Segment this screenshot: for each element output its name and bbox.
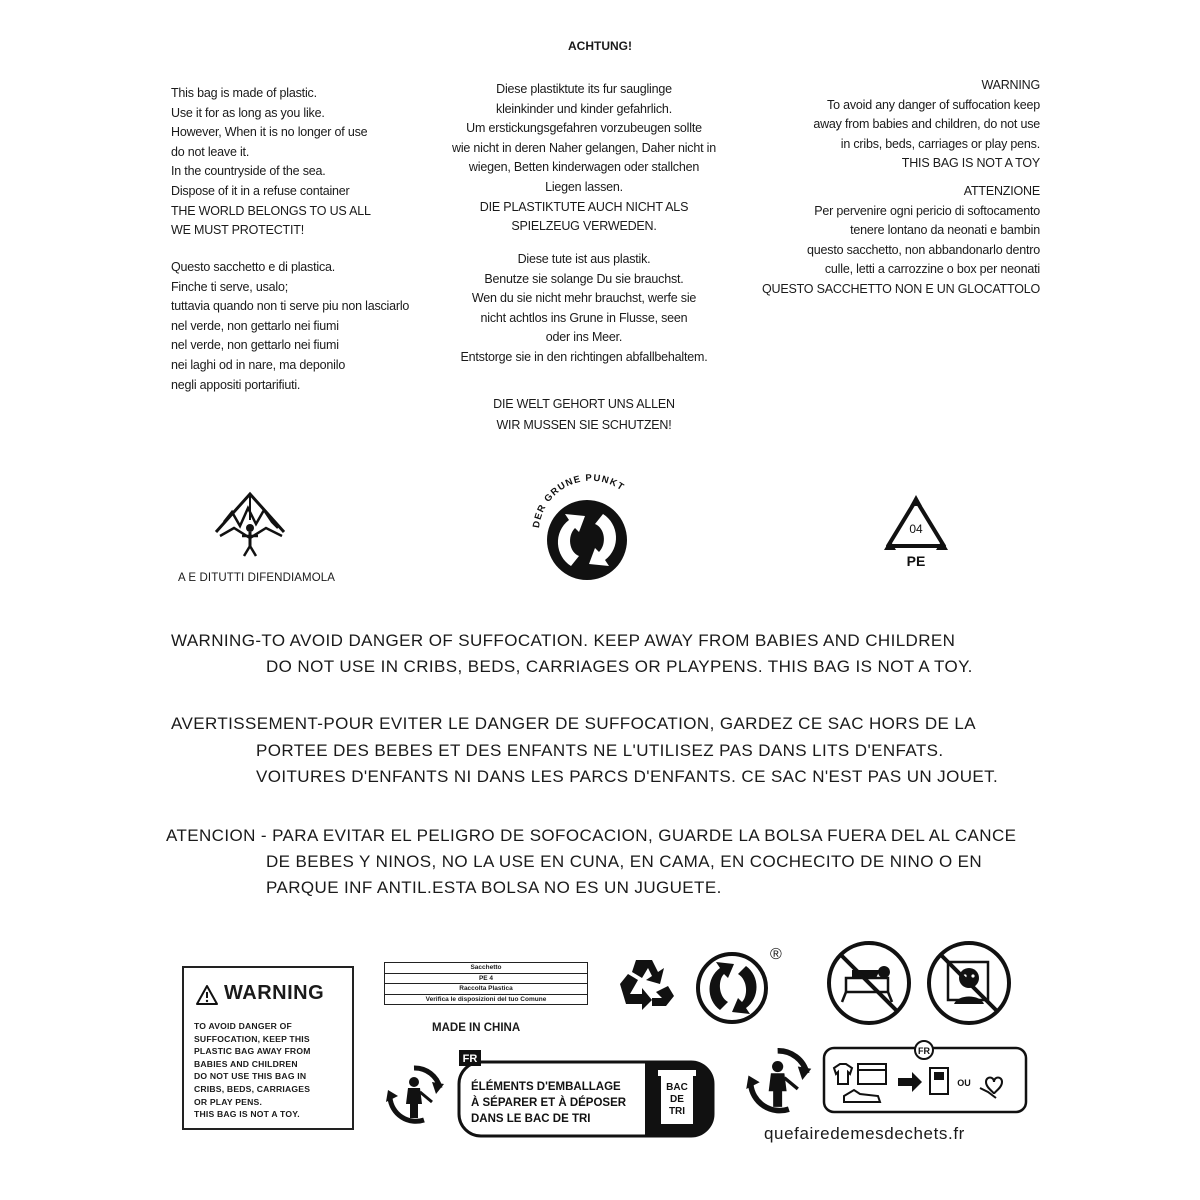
- warning-box-title: WARNING: [224, 982, 325, 1004]
- warning-french-line-1: AVERTISSEMENT-POUR EVITER LE DANGER DE SUFFOCATION, GARDEZ CE SAC HORS DE LA: [171, 714, 976, 733]
- text-line: THE WORLD BELONGS TO US ALL: [171, 203, 371, 218]
- text-line: Um erstickungsgefahren vorzubeugen sollte: [466, 121, 702, 136]
- warning-spanish-line-1: ATENCION - PARA EVITAR EL PELIGRO DE SOFOCACION, GUARDE LA BOLSA FUERA DEL AL CANCE: [166, 826, 1017, 845]
- warning-english-line-1: WARNING-TO AVOID DANGER OF SUFFOCATION. KEEP AWAY FROM BABIES AND CHILDREN: [171, 631, 956, 650]
- text-line: away from babies and children, do not use: [813, 117, 1040, 132]
- tree-icon: [210, 490, 290, 560]
- warning-english-line-2: DO NOT USE IN CRIBS, BEDS, CARRIAGES OR PLAYPENS. THIS BAG IS NOT A TOY.: [266, 657, 973, 676]
- triman-country: FR: [462, 1053, 478, 1065]
- text-line: in cribs, beds, carriages or play pens.: [840, 136, 1040, 151]
- text-line: Diese plastiktute its fur sauglinge: [496, 82, 672, 96]
- warning-french-line-2: PORTEE DES BEBES ET DES ENFANTS NE L'UTILISEZ PAS DANS LITS D'ENFATS.: [256, 741, 944, 760]
- text-line: To avoid any danger of suffocation keep: [827, 97, 1040, 112]
- text-line: PLASTIC BAG AWAY FROM: [194, 1046, 311, 1057]
- text-line: Liegen lassen.: [545, 179, 623, 194]
- text-line: DIE PLASTIKTUTE AUCH NICHT ALS: [479, 199, 689, 214]
- bin-label-line: TRI: [668, 1106, 686, 1117]
- warning-box: [182, 966, 354, 1130]
- recycle-arrows-icon: [612, 954, 678, 1014]
- text-line: Finche ti serve, usalo;: [171, 279, 288, 294]
- recycle-material: PE: [906, 553, 926, 569]
- recycle-pe-icon: [880, 494, 952, 570]
- text-line: WIR MUSSEN SIE SCHUTZEN!: [496, 418, 672, 432]
- table-row: Sacchetto: [385, 963, 587, 974]
- text-line: Benutze sie solange Du sie brauchst.: [484, 271, 684, 286]
- text-line: QUESTO SACCHETTO NON E UN GLOCATTOLO: [761, 281, 1040, 296]
- info-tri-ou: OU: [957, 1078, 971, 1088]
- warning-spanish-line-2: DE BEBES Y NINOS, NO LA USE EN CUNA, EN CAMA, EN COCHECITO DE NINO O EN: [266, 852, 983, 871]
- text-line: nel verde, non gettarlo nei fiumi: [171, 318, 339, 333]
- warning-triangle-icon: [196, 985, 218, 1005]
- triman-text-line: DANS LE BAC DE TRI: [471, 1113, 591, 1125]
- warning-box-body: [194, 1020, 311, 1121]
- text-line: However, When it is no longer of use: [171, 125, 368, 140]
- left-column-italian: [171, 258, 409, 395]
- text-line: BABIES AND CHILDREN: [194, 1058, 298, 1069]
- text-line: Dispose of it in a refuse container: [171, 183, 350, 198]
- warning-spanish-line-3: PARQUE INF ANTIL.ESTA BOLSA NO ES UN JUGUETE.: [266, 878, 722, 897]
- center-column-german-world: [434, 394, 734, 436]
- right-column-italian: [740, 182, 1040, 300]
- text-line: tenere lontano da neonati e bambin: [850, 223, 1040, 238]
- material-table: [384, 962, 588, 1005]
- text-line: nel verde, non gettarlo nei fiumi: [171, 338, 339, 353]
- bin-label-line: BAC: [666, 1082, 688, 1093]
- text-line: Diese tute ist aus plastik.: [517, 252, 651, 266]
- text-line: culle, letti a carrozzine o box per neonati: [824, 262, 1040, 277]
- info-tri-country: FR: [918, 1046, 930, 1056]
- text-line: wie nicht in deren Naher gelangen, Daher nicht in: [452, 140, 716, 155]
- table-row: Raccolta Plastica: [385, 984, 587, 995]
- green-dot-caption: DER GRUNE PUNKT: [530, 472, 627, 529]
- triman-icon: [384, 1064, 450, 1124]
- text-line: negli appositi portarifiuti.: [171, 377, 301, 392]
- text-line: ATTENZIONE: [963, 184, 1040, 198]
- text-line: TO AVOID DANGER OF: [194, 1021, 292, 1031]
- triman-block: [455, 1048, 717, 1140]
- triman-text-line: À SÉPARER ET À DÉPOSER: [471, 1097, 627, 1109]
- table-row: Verifica le disposizioni del tuo Comune: [425, 995, 547, 1003]
- text-line: THIS BAG IS NOT A TOY.: [194, 1109, 300, 1120]
- text-line: DIE WELT GEHORT UNS ALLEN: [493, 397, 675, 411]
- made-in-label: MADE IN CHINA: [432, 1022, 521, 1034]
- text-line: WE MUST PROTECTIT!: [171, 223, 304, 238]
- text-line: In the countryside of the sea.: [171, 164, 326, 179]
- center-column-german-plastic: [434, 250, 734, 368]
- text-line: Questo sacchetto e di plastica.: [171, 260, 336, 274]
- green-dot-icon: [525, 472, 655, 590]
- no-suffocation-icon: [926, 940, 1012, 1026]
- left-column-english: [171, 84, 371, 241]
- registered-mark: ®: [770, 946, 782, 963]
- right-column-english: [740, 76, 1040, 174]
- website-link[interactable]: quefairedemesdechets.fr: [764, 1124, 965, 1143]
- center-column-german-warning: [434, 80, 734, 237]
- text-line: DO NOT USE THIS BAG IN: [194, 1071, 307, 1082]
- text-line: tuttavia quando non ti serve piu non lasciarlo: [171, 299, 410, 314]
- text-line: This bag is made of plastic.: [171, 86, 317, 100]
- text-line: Entstorge sie in den richtingen abfallbehaltem.: [460, 349, 708, 364]
- bin-label-line: DE: [670, 1094, 684, 1105]
- text-line: SPIELZEUG VERWEDEN.: [511, 219, 657, 234]
- warning-french-line-3: VOITURES D'ENFANTS NI DANS LES PARCS D'ENFANTS. CE SAC N'EST PAS UN JOUET.: [256, 767, 999, 786]
- top-heading: ACHTUNG!: [568, 39, 632, 53]
- text-line: CRIBS, BEDS, CARRIAGES: [194, 1083, 311, 1094]
- text-line: oder ins Meer.: [545, 330, 623, 345]
- text-line: wiegen, Betten kinderwagen oder stallchen: [468, 160, 700, 175]
- table-row: PE 4: [385, 974, 587, 985]
- text-line: Wen du sie nicht mehr brauchst, werfe sie: [471, 291, 697, 306]
- text-line: do not leave it.: [171, 144, 250, 159]
- text-line: nei laghi od in nare, ma deponilo: [171, 357, 346, 372]
- tree-caption: A E DITUTTI DIFENDIAMOLA: [178, 572, 336, 584]
- text-line: nicht achtlos ins Grune in Flusse, seen: [480, 310, 688, 325]
- info-tri-block: [820, 1040, 1030, 1116]
- green-dot-outline-icon: [694, 948, 774, 1028]
- text-line: Use it for as long as you like.: [171, 105, 325, 120]
- no-baby-bed-icon: [826, 940, 912, 1026]
- recycle-code: 04: [909, 522, 923, 536]
- triman-icon-right: [744, 1046, 818, 1114]
- text-line: OR PLAY PENS.: [194, 1096, 263, 1107]
- text-line: SUFFOCATION, KEEP THIS: [194, 1033, 310, 1044]
- text-line: kleinkinder und kinder gefahrlich.: [496, 101, 672, 116]
- triman-text-line: ÉLÉMENTS D'EMBALLAGE: [471, 1081, 621, 1093]
- text-line: questo sacchetto, non abbandonarlo dentro: [807, 242, 1040, 257]
- text-line: Per pervenire ogni pericio di softocamento: [814, 203, 1040, 218]
- text-line: THIS BAG IS NOT A TOY: [901, 156, 1040, 171]
- text-line: WARNING: [981, 78, 1040, 92]
